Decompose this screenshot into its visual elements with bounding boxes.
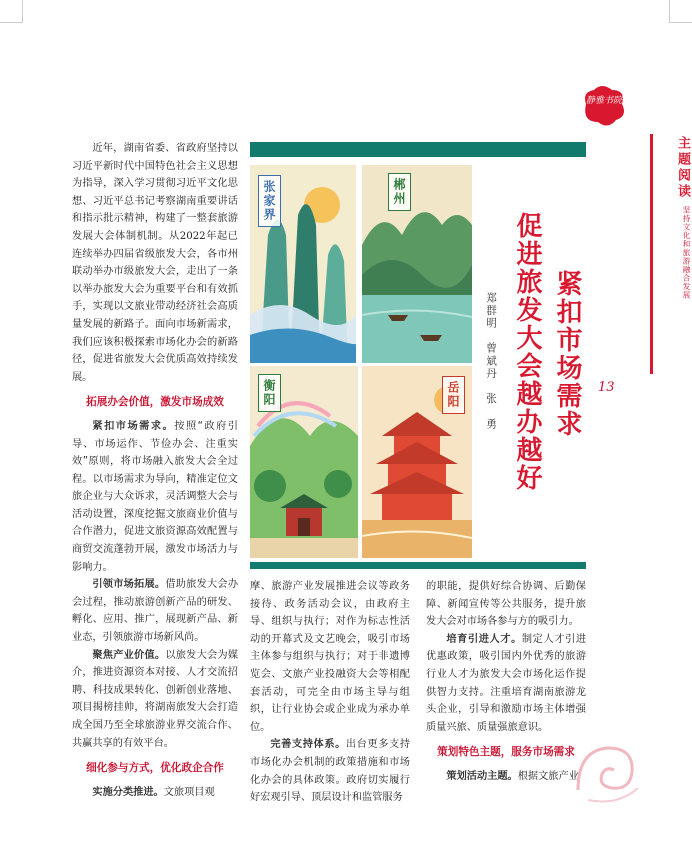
- chenzhou-river-icon: [362, 165, 472, 363]
- keyword: 培育引进人才。: [446, 633, 522, 645]
- section-heading: 拓展办会价值，激发市场成效: [86, 396, 224, 409]
- paragraph: [426, 768, 586, 786]
- city-label: 张家界: [258, 175, 281, 227]
- section-label: 主题阅读: [675, 136, 690, 200]
- seal-stamp: [580, 84, 628, 128]
- section-subtitle: 坚持文化和旅游融合发展: [682, 206, 691, 300]
- keyword: 紧扣市场需求。: [92, 420, 175, 432]
- section-heading: 细化参与方式，优化政企合作: [86, 762, 224, 775]
- column-2: [250, 578, 410, 807]
- paragraph-text: 按照“政府引导、市场运作、节俭办会、注重实效”原则，将市场融入旅发大会全过程。以市场需求为导向，精准定位文旅企业与大众诉求，灵活调整大会与活动设置，深度挖掘文旅商业价值与合作潜力，促进文旅资源高效配置与商贸交流蓬勃开展，激发市场活力与影响力。: [72, 420, 238, 573]
- column-3: [426, 578, 586, 786]
- illustration-chenzhou: [362, 165, 472, 363]
- page-number: 13: [598, 380, 615, 395]
- paragraph: 摩、旅游产业发展推进会议等政务接待、政务活动会议，由政府主导、组织与执行；对作为标志性活动的开幕式及文艺晚会，吸引市场主体参与组织与执行；对于非遗博览会、文旅产业投融资大会等相配套活动，可完全由市场主导与组织，让行业协会或企业成为承办单位。: [250, 581, 410, 733]
- illustration-yueyang: [362, 366, 472, 558]
- city-label: 衡阳: [258, 374, 281, 412]
- section-heading: 策划特色主题，服务市场需求: [437, 746, 575, 759]
- paragraph: [250, 736, 410, 806]
- paragraph-text: 借助旅发大会办会过程，推动旅游创新产品的研发、孵化、应用、推广，展现新产品、新业态，引领旅游市场新风尚。: [72, 579, 239, 644]
- paragraph: [72, 784, 238, 802]
- crop-mark: [669, 0, 692, 23]
- seal-icon: [580, 84, 628, 128]
- keyword: 策划活动主题。: [446, 770, 518, 782]
- article-title-line-1: 紧扣市场需求: [552, 270, 582, 438]
- keyword: 实施分类推进。: [92, 786, 164, 798]
- city-label: 岳阳: [442, 376, 465, 414]
- paragraph: [72, 576, 238, 646]
- teal-bar-top: [250, 142, 586, 157]
- crop-mark: [0, 0, 23, 23]
- decorative-swirl: [568, 730, 648, 810]
- column-1: [72, 140, 238, 801]
- paragraph: [72, 418, 238, 576]
- city-label: 郴州: [388, 173, 411, 211]
- paragraph: [72, 647, 238, 753]
- paragraph-text: 制定人才引进优惠政策，吸引国内外优秀的旅游行业人才为旅发大会市场化运作提供智力支持。注重培育湖南旅游龙头企业，引导和激励市场主体增强质量兴旅、质量强旅意识。: [426, 633, 587, 733]
- keyword: 完善支持体系。: [270, 739, 346, 751]
- article-title-line-2: 促进旅发大会越办越好: [512, 212, 542, 492]
- illustration-zhangjiajie: [250, 165, 356, 363]
- paragraph: [426, 631, 586, 737]
- paragraph-text: 根据文旅产业: [517, 770, 579, 782]
- paragraph: 的职能，提供好综合协调、后勤保障、新闻宣传等公共服务，提升旅发大会对市场各参与方的吸引力。: [426, 581, 586, 628]
- paragraph-text: 出台更多支持市场化办会机制的政策措施和市场化办会的具体政策。政府切实履行好宏观引导、顶层设计和监管服务: [250, 739, 411, 804]
- illustration-hengyang: [250, 366, 358, 558]
- paragraph-text: 文旅项目观: [163, 786, 215, 798]
- swirl-icon: [568, 730, 648, 810]
- intro-paragraph: 近年，湖南省委、省政府坚持以习近平新时代中国特色社会主义思想为指导，深入学习贯彻习近平文化思想、习近平总书记考察湖南重要讲话和指示批示精神，构建了一整套旅游发展大会体制机制。从2022年起已连续举办四届省级旅发大会，各市州联动举办市级旅发大会，走出了一条以举办旅发大会为重要平台和有效抓手，实现以文旅业带动经济社会高质量发展的新路子。面向市场新需求，我们应该积极探索市场化办会的新路径，促进省旅发大会优质高效持续发展。: [72, 143, 238, 383]
- paragraph-text: 以旅发大会为媒介，推进资源资本对接、人才交流招聘、科技成果转化、创新创业落地、项目揭榜挂帅，将湖南旅发大会打造成全国乃至全球旅游业界交流合作、共赢共享的有效平台。: [72, 649, 239, 749]
- keyword: 引领市场拓展。: [92, 579, 166, 591]
- seal-text: 静雅书院: [586, 96, 623, 106]
- teal-bar-bottom: [250, 562, 586, 569]
- keyword: 聚焦产业价值。: [92, 649, 166, 661]
- article-authors: 郑群明 曾斌丹 张 勇: [485, 292, 497, 431]
